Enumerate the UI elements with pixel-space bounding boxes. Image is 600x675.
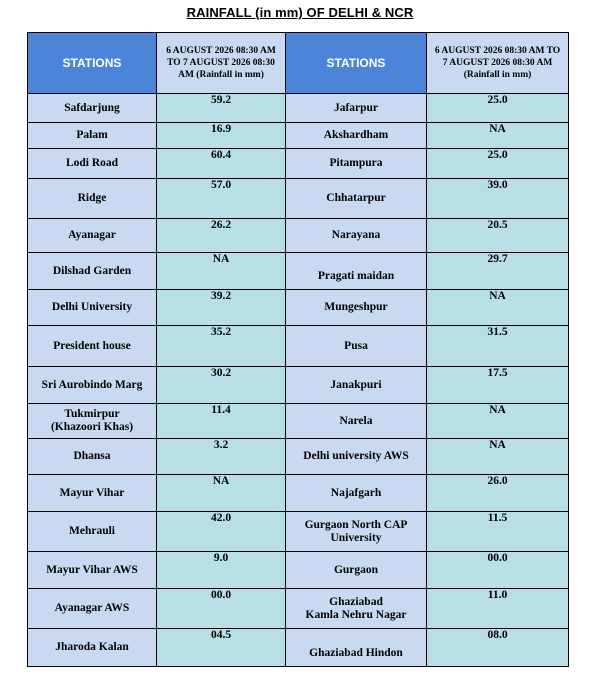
rainfall-value: 59.2 <box>157 94 286 123</box>
station-name: Safdarjung <box>28 94 157 123</box>
station-name: President house <box>28 326 157 367</box>
table-row <box>28 149 569 179</box>
rainfall-value: 00.0 <box>157 589 286 629</box>
rainfall-table <box>27 32 569 667</box>
table-row <box>28 629 569 667</box>
station-name: Delhi university AWS <box>286 439 427 475</box>
rainfall-value: 35.2 <box>157 326 286 367</box>
station-name: Ayanagar AWS <box>28 589 157 629</box>
station-name <box>286 589 427 629</box>
station-name-line-1: Ghaziabad <box>329 595 383 608</box>
station-name: Dhansa <box>28 439 157 475</box>
station-name: Gurgaon <box>286 552 427 589</box>
station-name: Akshardham <box>286 123 427 149</box>
table-row <box>28 123 569 149</box>
rainfall-value: 04.5 <box>157 629 286 667</box>
rainfall-value: 00.0 <box>427 552 569 589</box>
rainfall-value: 42.0 <box>157 512 286 552</box>
table-row <box>28 94 569 123</box>
rainfall-value: 30.2 <box>157 367 286 404</box>
station-name: Mungeshpur <box>286 290 427 326</box>
rainfall-value: 26.0 <box>427 475 569 512</box>
station-name: Jharoda Kalan <box>28 629 157 667</box>
station-name: Najafgarh <box>286 475 427 512</box>
header-period-right-line-2: 7 AUGUST 2026 08:30 AM <box>442 58 553 68</box>
rainfall-value: 26.2 <box>157 219 286 253</box>
station-name: Pragati maidan <box>286 253 427 290</box>
station-name-line-2: (Khazoori Khas) <box>50 421 134 433</box>
station-name: Pitampura <box>286 149 427 179</box>
rainfall-value: NA <box>157 253 286 290</box>
rainfall-value: 39.2 <box>157 290 286 326</box>
rainfall-value: 57.0 <box>157 179 286 219</box>
station-name: Chhatarpur <box>286 179 427 219</box>
station-name: Sri Aurobindo Marg <box>28 367 157 404</box>
rainfall-value: 11.5 <box>427 512 569 552</box>
table-row <box>28 290 569 326</box>
header-period-left-line-2: TO 7 AUGUST 2026 08:30 <box>167 58 275 68</box>
table-row <box>28 326 569 367</box>
rainfall-value: 11.0 <box>427 589 569 629</box>
station-name: Dilshad Garden <box>28 253 157 290</box>
station-name: Mehrauli <box>28 512 157 552</box>
station-name-line-2: Kamla Nehru Nagar <box>305 608 407 621</box>
station-name: Jafarpur <box>286 94 427 123</box>
table-row <box>28 512 569 552</box>
table-row <box>28 475 569 512</box>
rainfall-value: NA <box>427 439 569 475</box>
rainfall-value: 9.0 <box>157 552 286 589</box>
station-name: Lodi Road <box>28 149 157 179</box>
rainfall-value: 29.7 <box>427 253 569 290</box>
rainfall-value: NA <box>427 404 569 439</box>
header-stations-right: STATIONS <box>286 33 427 94</box>
rainfall-value: NA <box>157 475 286 512</box>
table-row <box>28 552 569 589</box>
rainfall-value: 60.4 <box>157 149 286 179</box>
table-row <box>28 179 569 219</box>
station-name-line-1: Gurgaon North CAP <box>304 518 408 531</box>
header-period-right <box>427 33 569 94</box>
header-stations-left: STATIONS <box>28 33 157 94</box>
rainfall-value: 31.5 <box>427 326 569 367</box>
station-name-line-1: Tukmirpur <box>64 408 120 420</box>
table-row <box>28 253 569 290</box>
station-name-line-2: University <box>330 531 382 544</box>
header-period-right-line-1: 6 AUGUST 2026 08:30 AM TO <box>434 46 561 56</box>
table-row <box>28 439 569 475</box>
header-period-left-line-1: 6 AUGUST 2026 08:30 AM <box>166 46 276 56</box>
station-name: Ayanagar <box>28 219 157 253</box>
station-name <box>286 512 427 552</box>
station-name: Pusa <box>286 326 427 367</box>
station-name: Ridge <box>28 179 157 219</box>
rainfall-value: 20.5 <box>427 219 569 253</box>
station-name: Mayur Vihar <box>28 475 157 512</box>
station-name: Narayana <box>286 219 427 253</box>
table-row <box>28 219 569 253</box>
table-row <box>28 404 569 439</box>
rainfall-value: 16.9 <box>157 123 286 149</box>
rainfall-value: NA <box>427 123 569 149</box>
header-row <box>28 33 569 94</box>
rainfall-value: 11.4 <box>157 404 286 439</box>
table-row <box>28 589 569 629</box>
table-row <box>28 367 569 404</box>
rainfall-value: NA <box>427 290 569 326</box>
station-name: Narela <box>286 404 427 439</box>
header-period-right-line-3: (Rainfall in mm) <box>463 70 532 80</box>
rainfall-value: 08.0 <box>427 629 569 667</box>
page-title: RAINFALL (in mm) OF DELHI & NCR <box>186 5 414 20</box>
rainfall-value: 17.5 <box>427 367 569 404</box>
station-name: Palam <box>28 123 157 149</box>
rainfall-value: 25.0 <box>427 149 569 179</box>
station-name <box>28 404 157 439</box>
rainfall-value: 3.2 <box>157 439 286 475</box>
station-name: Janakpuri <box>286 367 427 404</box>
header-period-left <box>157 33 286 94</box>
header-period-left-line-3: AM (Rainfall in mm) <box>178 70 264 80</box>
station-name: Ghaziabad Hindon <box>286 629 427 667</box>
rainfall-value: 25.0 <box>427 94 569 123</box>
station-name: Delhi University <box>28 290 157 326</box>
rainfall-value: 39.0 <box>427 179 569 219</box>
station-name: Mayur Vihar AWS <box>28 552 157 589</box>
